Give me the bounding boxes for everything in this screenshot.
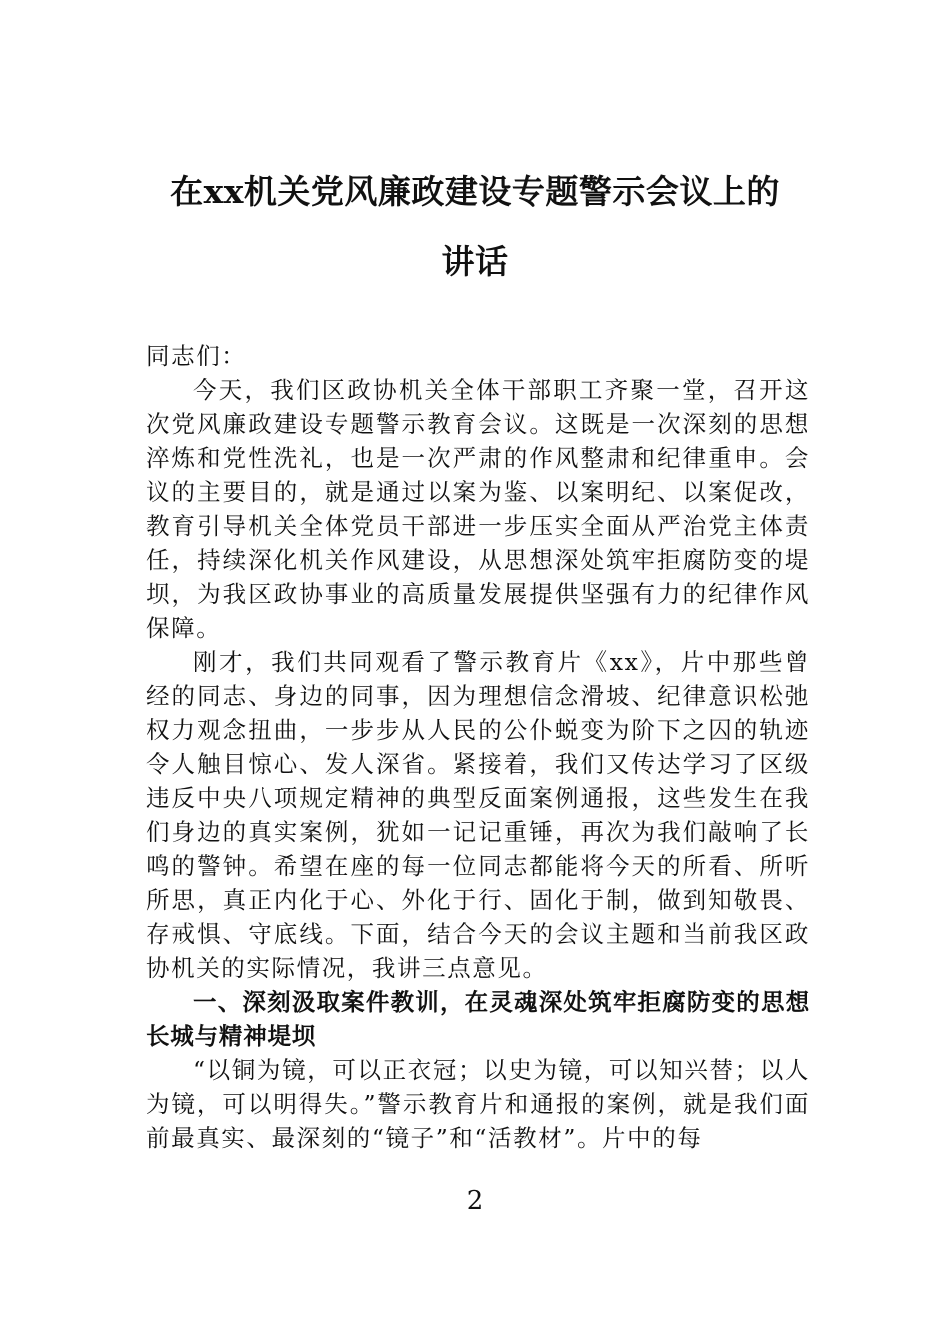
document-title-line-1: 在xx机关党风廉政建设专题警示会议上的 — [170, 172, 780, 211]
paragraph-2: 刚才，我们共同观看了警示教育片《xx》，片中那些曾经的同志、身边的同事，因为理想信念滑坡、纪律意识松弛权力观念扭曲，一步步从人民的公仆蜕变为阶下之囚的轨迹令人触目惊心、发人深省。紧接着，我们又传达学习了区级违反中央八项规定精神的典型反面案例通报，这些发生在我们身边的真实案例，犹如一记记重锤，再次为我们敲响了长鸣的警钟。希望在座的每一位同志都能将今天的所看、所听所思，真正内化于心、外化于行、固化于制，做到知敬畏、存戒惧、守底线。下面，结合今天的会议主题和当前我区政协机关的实际情况，我讲三点意见。 — [146, 648, 810, 982]
salutation: 同志们： — [146, 342, 247, 370]
section-paragraph-1: “以铜为镜，可以正衣冠；以史为镜，可以知兴替；以人为镜，可以明得失。”警示教育片和通报的案例，就是我们面前最真实、最深刻的“镜子”和“活教材”。片中的每 — [146, 1056, 810, 1152]
page-number: 2 — [466, 1186, 484, 1216]
document-body — [146, 339, 810, 1155]
paragraph-1: 今天，我们区政协机关全体干部职工齐聚一堂，召开这次党风廉政建设专题警示教育会议。这既是一次深刻的思想淬炼和党性洗礼，也是一次严肃的作风整肃和纪律重申。会议的主要目的，就是通过以案为鉴、以案明纪、以案促改，教育引导机关全体党员干部进一步压实全面从严治党主体责任，持续深化机关作风建设，从思想深处筑牢拒腐防变的堤坝，为我区政协事业的高质量发展提供坚强有力的纪律作风保障。 — [146, 376, 810, 642]
document-title-line-2: 讲话 — [441, 242, 509, 281]
section-heading-1: 一、深刻汲取案件教训，在灵魂深处筑牢拒腐防变的思想长城与精神堤坝 — [146, 988, 810, 1050]
